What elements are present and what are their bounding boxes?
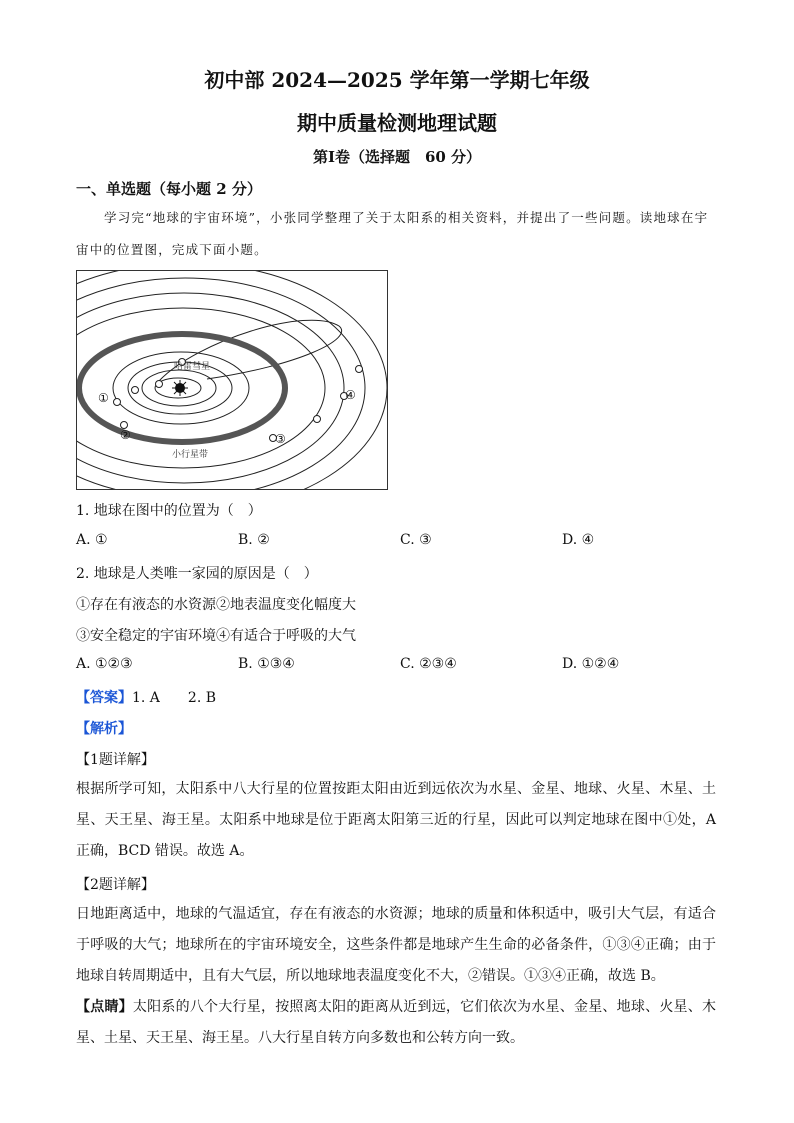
question-1-option-c: C. ③ <box>400 532 432 548</box>
question-2-statement-1: ①存在有液态的水资源②地表温度变化幅度大 <box>76 597 356 613</box>
marker-2: ② <box>120 428 131 442</box>
solar-system-figure <box>76 270 388 490</box>
orbit-outer-3 <box>77 293 344 483</box>
question-1-option-b: B. ② <box>238 532 270 548</box>
sun-icon <box>172 380 188 396</box>
question-2-option-a: A. ①②③ <box>76 656 133 672</box>
exam-title-line1: 初中部 2024—2025 学年第一学期七年级 <box>204 68 590 92</box>
marker-3: ③ <box>275 432 286 446</box>
question-2-option-b: B. ①③④ <box>238 656 295 672</box>
tip-text: 太阳系的八个大行星，按照离太阳的距离从近到远，它们依次为水星、金星、地球、火星、木星、土星、天王星、海王星。八大行星自转方向多数也和公转方向一致。 <box>76 999 717 1046</box>
question-2-option-c: C. ②③④ <box>400 656 457 672</box>
analysis-label: 【解析】 <box>76 721 132 737</box>
planet-neptune <box>356 366 363 373</box>
orbit-outer-2 <box>77 278 365 490</box>
tip-paragraph <box>76 992 716 1054</box>
q1-analysis-text: 根据所学可知，太阳系中八大行星的位置按距太阳由近到远依次为水星、金星、地球、火星、木星、土星、天王星、海王星。太阳系中地球是位于距离太阳第三近的行星，因此可以判定地球在图中①处，A 正确，BCD 错误。故选 A。 <box>76 781 716 859</box>
solar-system-diagram <box>77 271 388 490</box>
answer-label: 【答案】 <box>76 690 132 706</box>
question-2-statement-2: ③安全稳定的宇宙环境④有适合于呼吸的大气 <box>76 628 356 644</box>
answer-text: 1. A 2. B <box>132 690 217 706</box>
q2-analysis-text: 日地距离适中，地球的气温适宜，存在有液态的水资源；地球的质量和体积适中，吸引大气层，有适合于呼吸的大气；地球所在的宇宙环境安全，这些条件都是地球产生生命的必备条件，①③④正确；由于地球自转周期适中，且有大气层，所以地球地表温度变化不大，②错误。①③④正确，故选 B。 <box>76 906 716 984</box>
planet-saturn <box>314 416 321 423</box>
planet-venus <box>132 387 139 394</box>
asteroid-belt-label: 小行星带 <box>172 449 209 459</box>
section-intro: 学习完“地球的宇宙环境”，小张同学整理了关于太阳系的相关资料，并提出了一些问题。读地球在宇宙中的位置图，完成下面小题。 <box>76 210 709 257</box>
marker-1: ① <box>98 391 109 405</box>
planet-mercury <box>156 381 163 388</box>
exam-title-line2: 期中质量检测地理试题 <box>297 111 497 135</box>
question-1-option-a: A. ① <box>76 532 108 548</box>
volume-heading: 第Ⅰ卷（选择题 60 分） <box>312 148 482 166</box>
q1-analysis-label: 【1题详解】 <box>76 752 155 768</box>
comet-label: 哈雷彗星 <box>174 361 211 371</box>
orbit-outer-1 <box>77 271 387 490</box>
section-heading: 一、单选题（每小题 2 分） <box>76 180 262 198</box>
marker-4: ④ <box>345 388 356 402</box>
tip-label: 【点睛】 <box>76 999 133 1015</box>
q2-analysis-label: 【2题详解】 <box>76 877 155 893</box>
question-1-option-d: D. ④ <box>562 532 595 548</box>
question-1-stem: 1. 地球在图中的位置为（ ） <box>76 503 262 519</box>
planet-earth <box>114 399 121 406</box>
answer-line <box>76 687 216 707</box>
question-2-option-d: D. ①②④ <box>562 656 620 672</box>
question-2-stem: 2. 地球是人类唯一家园的原因是（ ） <box>76 566 318 582</box>
